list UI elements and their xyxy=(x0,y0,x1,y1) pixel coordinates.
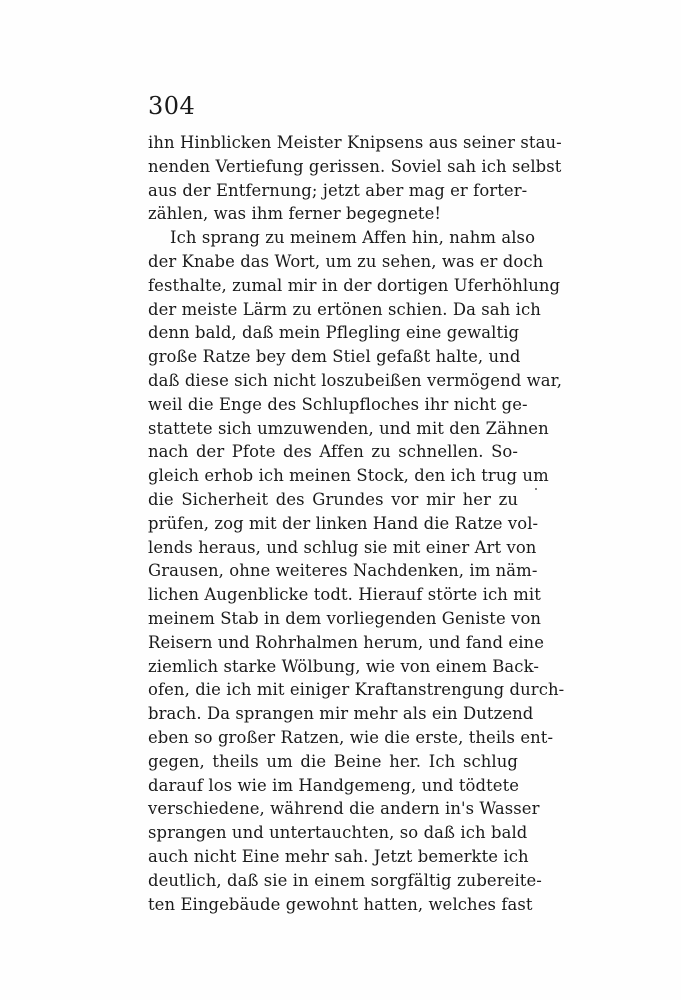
text-line: gegen, theils um die Beine her. Ich schlug xyxy=(148,751,518,771)
text-line: verschiedene, während die andern in's Wasser xyxy=(148,799,540,819)
text-line: brach. Da sprangen mir mehr als ein Dutzend xyxy=(148,704,534,724)
text-line: ten Eingebäude gewohnt hatten, welches fast xyxy=(148,894,533,914)
text-line: die Sicherheit des Grundes vor mir her zu xyxy=(148,489,518,509)
text-line: lends heraus, und schlug sie mit einer Art von xyxy=(148,537,537,557)
text-line: Reisern und Rohrhalmen herum, und fand eine xyxy=(148,632,545,652)
text-line: festhalte, zumal mir in der dortigen Uferhöhlung xyxy=(148,275,561,295)
text-line: große Ratze bey dem Stiel gefaßt halte, und xyxy=(148,347,521,367)
text-line: weil die Enge des Schlupfloches ihr nicht ge- xyxy=(148,394,528,414)
text-line: aus der Entfernung; jetzt aber mag er forter- xyxy=(148,180,528,200)
text-line: der meiste Lärm zu ertönen schien. Da sah ich xyxy=(148,299,541,319)
text-line: ofen, die ich mit einiger Kraftanstrengung durch- xyxy=(148,680,565,700)
text-line: daß diese sich nicht loszubeißen vermögend war, xyxy=(148,370,563,390)
text-line: stattete sich umzuwenden, und mit den Zähnen xyxy=(148,418,549,438)
text-line: lichen Augenblicke todt. Hierauf störte ich mit xyxy=(148,585,541,605)
body-text xyxy=(148,131,565,916)
text-line: gleich erhob ich meinen Stock, den ich trug um xyxy=(148,466,549,486)
text-line: deutlich, daß sie in einem sorgfältig zubereite- xyxy=(148,870,542,890)
text-line: denn bald, daß mein Pflegling eine gewaltig xyxy=(148,323,520,343)
text-line: nach der Pfote des Affen zu schnellen. So- xyxy=(148,442,518,462)
text-line: nenden Vertiefung gerissen. Soviel sah ich selbst xyxy=(148,156,562,176)
text-line: prüfen, zog mit der linken Hand die Ratze vol- xyxy=(148,513,539,533)
text-line: der Knabe das Wort, um zu sehen, was er doch xyxy=(148,251,544,271)
text-line: Grausen, ohne weiteres Nachdenken, im näm- xyxy=(148,561,538,581)
paper-speck xyxy=(535,488,537,490)
text-line: zählen, was ihm ferner begegnete! xyxy=(148,204,442,224)
text-line: eben so großer Ratzen, wie die erste, theils ent- xyxy=(148,727,554,747)
text-line: sprangen und untertauchten, so daß ich bald xyxy=(148,823,528,843)
text-line: meinem Stab in dem vorliegenden Geniste von xyxy=(148,608,542,628)
page-number: 304 xyxy=(148,92,196,120)
text-line: darauf los wie im Handgemeng, und tödtete xyxy=(148,775,520,795)
text-line: auch nicht Eine mehr sah. Jetzt bemerkte ich xyxy=(148,846,529,866)
text-line: Ich sprang zu meinem Affen hin, nahm also xyxy=(170,228,536,248)
text-line: ziemlich starke Wölbung, wie von einem Back- xyxy=(148,656,539,676)
text-line: ihn Hinblicken Meister Knipsens aus seiner stau- xyxy=(148,133,562,152)
